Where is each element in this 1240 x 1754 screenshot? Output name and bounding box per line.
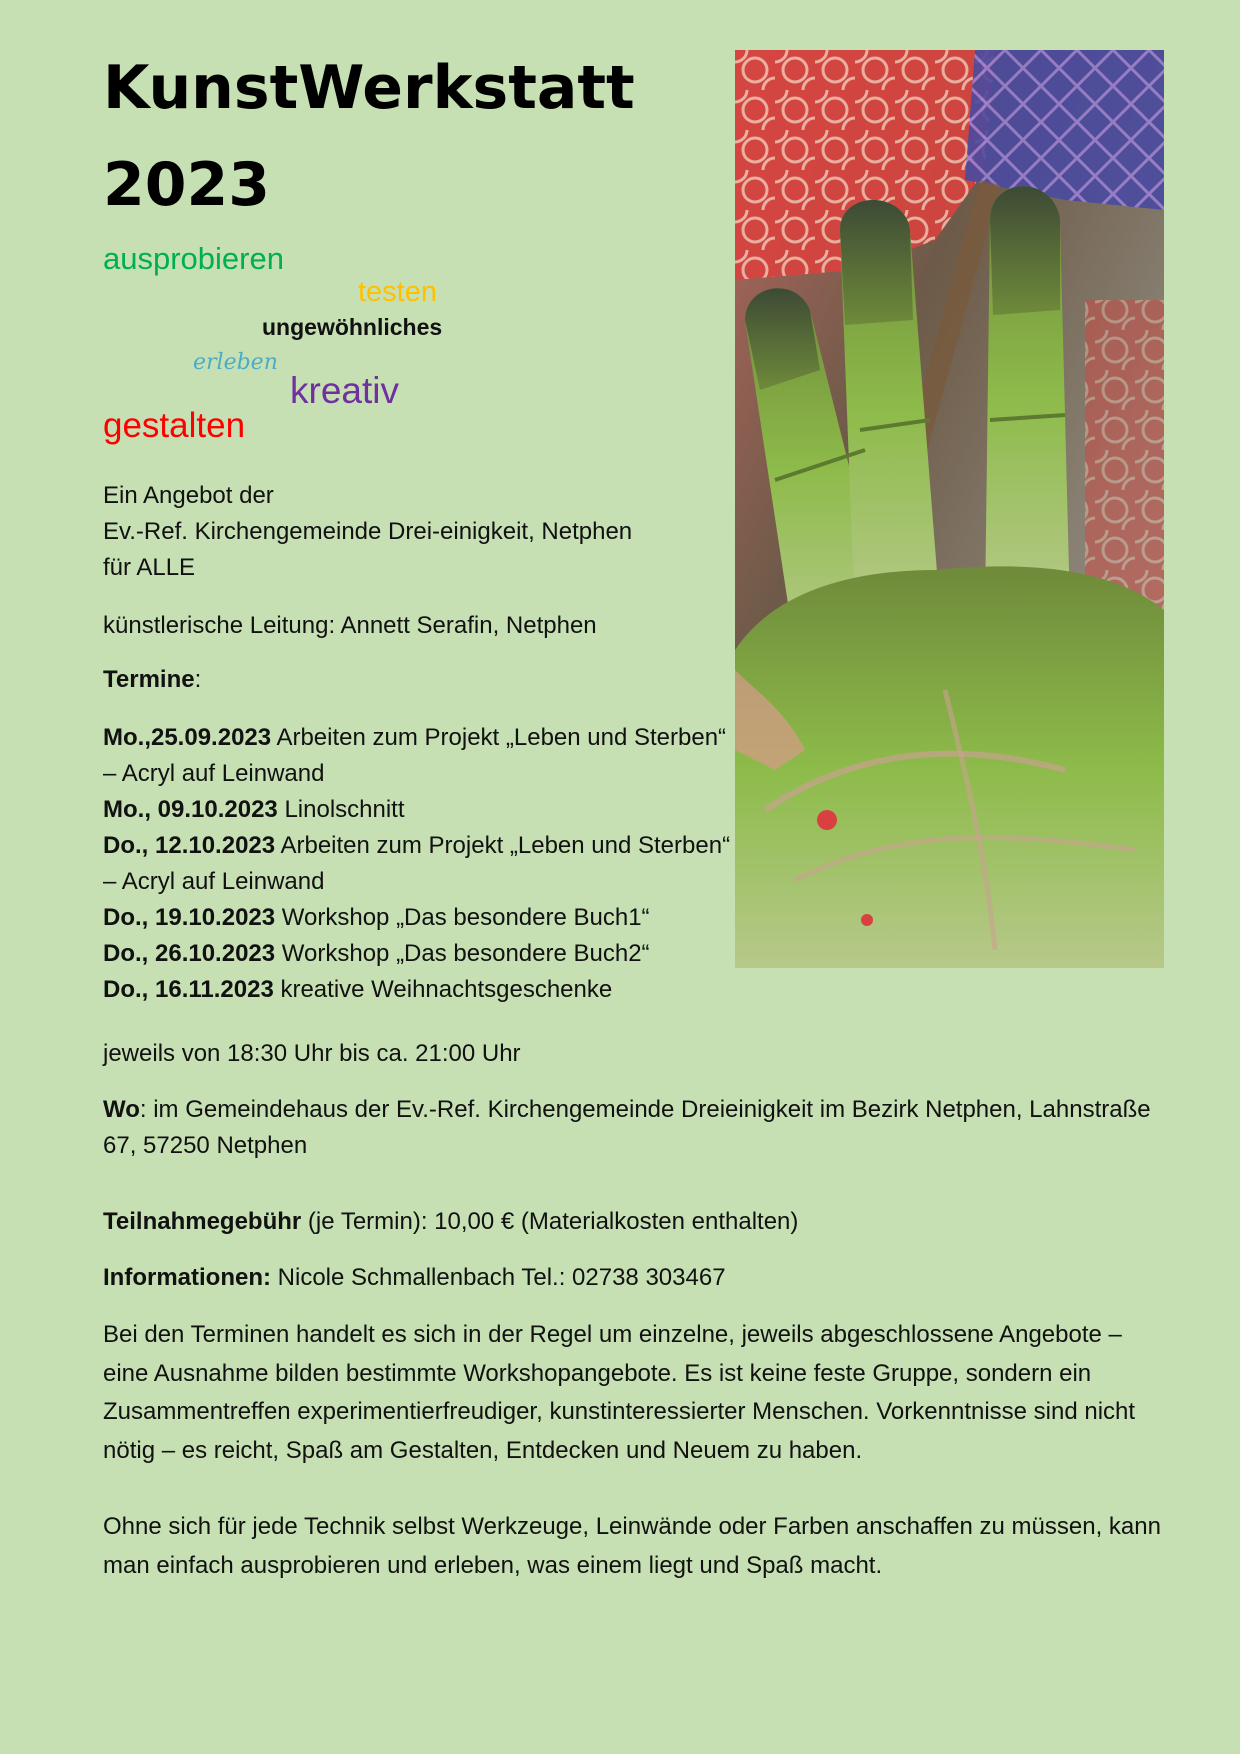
schedule-heading-colon: : bbox=[194, 666, 202, 693]
location bbox=[103, 1092, 1163, 1164]
schedule-date: Do., 16.11.2023 bbox=[103, 976, 274, 1003]
word-erleben: erleben bbox=[193, 350, 278, 375]
painted-hand-photo bbox=[735, 50, 1164, 968]
fee-text: (je Termin): 10,00 € (Materialkosten enthalten) bbox=[301, 1208, 799, 1235]
location-text: : im Gemeindehaus der Ev.-Ref. Kirchengemeinde Dreieinigkeit im Bezirk Netphen, Lahnstraße 67, 57250 Netphen bbox=[103, 1096, 1151, 1159]
schedule-item bbox=[103, 900, 733, 936]
participation-fee bbox=[103, 1204, 1163, 1240]
word-kreativ: kreativ bbox=[290, 370, 399, 411]
schedule-list bbox=[103, 720, 733, 1008]
schedule-text: Arbeiten zum Projekt „Leben und Sterben“ – Acryl auf Leinwand bbox=[103, 724, 727, 787]
schedule-text: Workshop „Das besondere Buch1“ bbox=[275, 904, 650, 931]
word-testen: testen bbox=[358, 276, 437, 308]
location-label: Wo bbox=[103, 1096, 140, 1123]
schedule-heading bbox=[103, 662, 201, 698]
schedule-heading-label: Termine bbox=[103, 666, 195, 693]
word-gestalten: gestalten bbox=[103, 406, 246, 445]
contact-info bbox=[103, 1260, 1163, 1296]
intro-line-2: Ev.-Ref. Kirchengemeinde Drei-einigkeit, Netphen bbox=[103, 518, 633, 545]
intro-line-3: für ALLE bbox=[103, 554, 196, 581]
word-ungewoehnliches: ungewöhnliches bbox=[262, 314, 443, 340]
fee-label: Teilnahmegebühr bbox=[103, 1208, 302, 1235]
intro-line-1: Ein Angebot der bbox=[103, 482, 274, 509]
schedule-item bbox=[103, 720, 733, 792]
schedule-item bbox=[103, 972, 733, 1008]
schedule-item bbox=[103, 936, 733, 972]
title-line-1: KunstWerkstatt bbox=[103, 53, 635, 123]
schedule-date: Mo., 09.10.2023 bbox=[103, 796, 278, 823]
description-paragraph-2: Ohne sich für jede Technik selbst Werkzeuge, Leinwände oder Farben anschaffen zu müssen, kann man einfach ausprobieren und erleben, was einem liegt und Spaß macht. bbox=[103, 1513, 1161, 1579]
description-paragraph-1: Bei den Terminen handelt es sich in der Regel um einzelne, jeweils abgeschlossene Angebote – eine Ausnahme bilden bestimmte Workshopangebote. Es ist keine feste Gruppe, sondern ein Zusammentreffen experimentierfreudiger, kunstinteressierter Menschen. Vorkenntnisse sind nicht nötig – es reicht, Spaß am Gestalten, Entdecken und Neuem zu haben. bbox=[103, 1321, 1136, 1464]
schedule-text: Workshop „Das besondere Buch2“ bbox=[275, 940, 650, 967]
artistic-lead: künstlerische Leitung: Annett Serafin, Netphen bbox=[103, 612, 597, 639]
schedule-item bbox=[103, 792, 733, 828]
schedule-date: Do., 19.10.2023 bbox=[103, 904, 276, 931]
schedule-date: Do., 26.10.2023 bbox=[103, 940, 276, 967]
title-line-2: 2023 bbox=[103, 150, 270, 220]
info-text: Nicole Schmallenbach Tel.: 02738 303467 bbox=[271, 1264, 726, 1291]
intro-block bbox=[103, 478, 723, 586]
schedule-date: Do., 12.10.2023 bbox=[103, 832, 276, 859]
schedule-item bbox=[103, 828, 733, 900]
schedule-text: Arbeiten zum Projekt „Leben und Sterben“ – Acryl auf Leinwand bbox=[103, 832, 731, 895]
page-title bbox=[103, 40, 663, 234]
info-label: Informationen: bbox=[103, 1264, 271, 1291]
schedule-text: Linolschnitt bbox=[277, 796, 405, 823]
schedule-date: Mo.,25.09.2023 bbox=[103, 724, 272, 751]
word-ausprobieren: ausprobieren bbox=[103, 241, 284, 276]
event-times: jeweils von 18:30 Uhr bis ca. 21:00 Uhr bbox=[103, 1040, 521, 1067]
schedule-text: kreative Weihnachtsgeschenke bbox=[273, 976, 613, 1003]
